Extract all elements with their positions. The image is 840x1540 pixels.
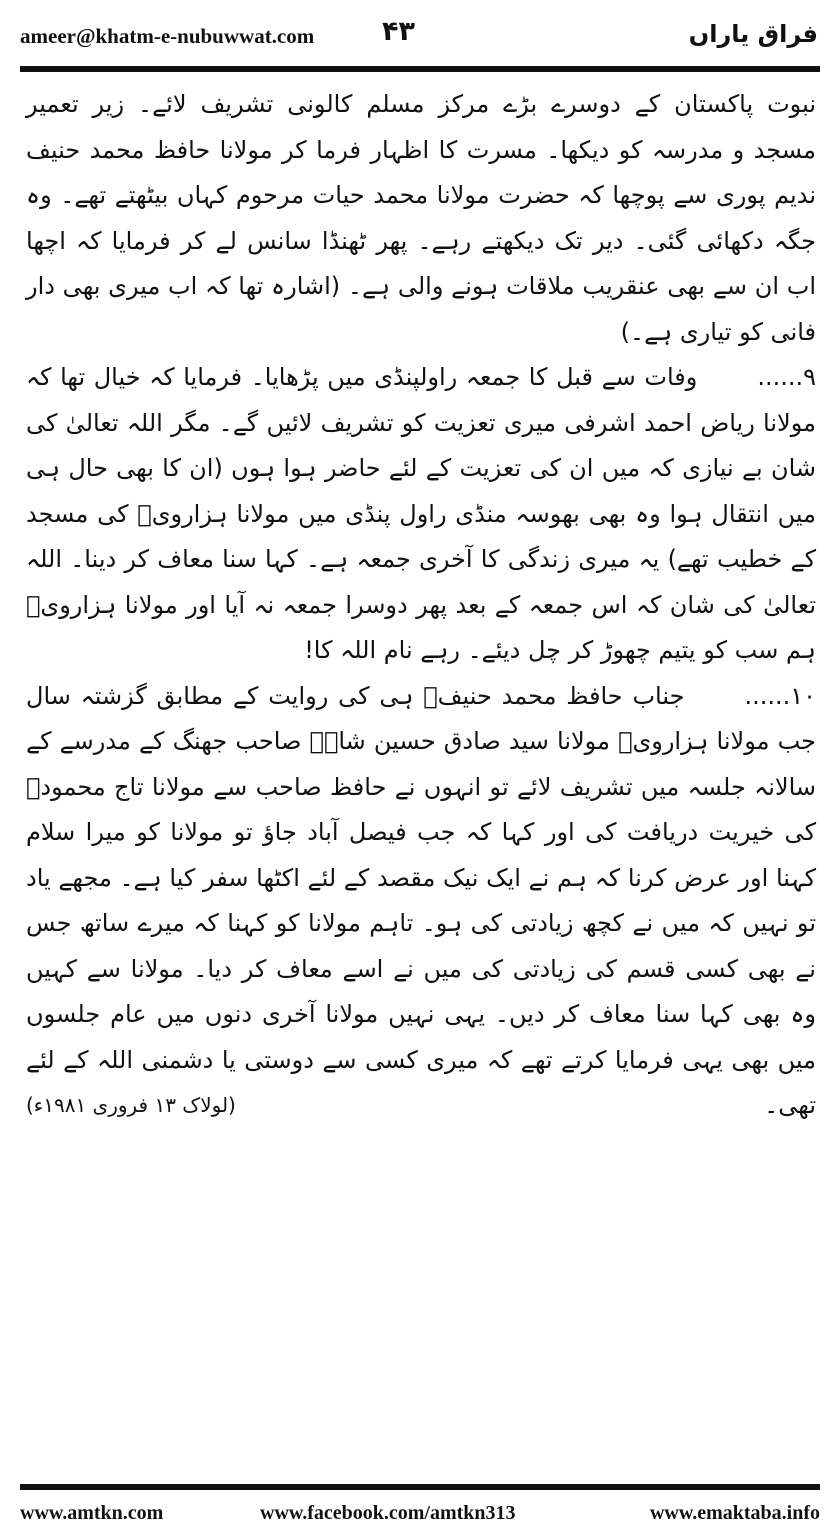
paragraph-item-9: [26, 355, 816, 674]
footer-link-emaktaba[interactable]: www.emaktaba.info: [649, 1502, 820, 1524]
paragraph-text: جناب حافظ محمد حنیفؒ ہی کی روایت کے مطابق گزشتہ سال جب مولانا ہزارویؒ مولانا سید صادق حسین شاہؒ صاحب جھنگ کے مدرسے کے سالانہ جلسہ میں تشریف لائے تو انہوں نے حافظ صاحب سے مولانا تاج محمودؒ کی خیریت دریافت کی اور کہا کہ جب فیصل آباد جاؤ تو مولانا کو میرا سلام کہنا اور عرض کرنا کہ ہم نے ایک نیک مقصد کے لئے اکٹھا سفر کیا ہے۔ مجھے یاد تو نہیں کہ میں نے کچھ زیادتی کی ہو۔ تاہم مولانا کو کہنا کہ میرے ساتھ جس نے بھی کسی قسم کی زیادتی کی میں نے اسے معاف کر دیا۔ مولانا سے کہیں وہ بھی کہا سنا معاف کر دیں۔ یہی نہیں مولانا آخری دنوں میں عام جلسوں میں بھی یہی فرمایا کرتے تھے کہ میری کسی سے دوستی یا دشمنی اللہ کے لئے تھی۔: [26, 681, 816, 1119]
paragraph-text: نبوت پاکستان کے دوسرے بڑے مرکز مسلم کالونی تشریف لائے۔ زیر تعمیر مسجد و مدرسہ کو دیکھا۔ مسرت کا اظہار فرما کر مولانا حافظ محمد حنیف ندیم پوری سے پوچھا کہ حضرت مولانا محمد حیات مرحوم کہاں بیٹھتے تھے۔ وہ جگہ دکھائی گئی۔ دیر تک دیکھتے رہے۔ پھر ٹھنڈا سانس لے کر فرمایا کہ اچھا اب ان سے بھی عنقریب ملاقات ہونے والی ہے۔ (اشارہ تھا کہ اب میری بھی دار فانی کو تیاری ہے۔): [26, 90, 816, 346]
header-email: ameer@khatm-e-nubuwwat.com: [20, 24, 315, 48]
source-citation: (لولاک ۱۳ فروری ۱۹۸۱ء): [26, 1093, 236, 1117]
paragraph-number: ۱۰......: [744, 681, 816, 710]
footer-link-facebook[interactable]: www.facebook.com/amtkn313: [260, 1502, 516, 1524]
paragraph-number: ۹......: [757, 363, 816, 391]
paragraph-continuation: [26, 82, 816, 355]
footer-divider: [20, 1484, 820, 1490]
paragraph-item-10: [26, 674, 816, 1129]
header-divider: [20, 66, 820, 72]
page-footer: [20, 1502, 820, 1532]
book-title: فراق یاراں: [688, 20, 818, 48]
page-header: [20, 16, 820, 60]
page-body: [26, 82, 816, 1129]
footer-link-amtkn[interactable]: www.amtkn.com: [20, 1502, 164, 1524]
page-number: ۴۳: [382, 16, 415, 47]
paragraph-text: وفات سے قبل کا جمعہ راولپنڈی میں پڑھایا۔ فرمایا کہ خیال تھا کہ مولانا ریاض احمد اشرفی میری تعزیت کو تشریف لائیں گے۔ مگر اللہ تعالیٰ کی شان بے نیازی کہ میں ان کی تعزیت کے لئے حاضر ہوا ہوں (ان کا بھی حال ہی میں انتقال ہوا وہ بھی بھوسہ منڈی راول پنڈی میں مولانا ہزارویؒ کی مسجد کے خطیب تھے) یہ میری زندگی کا آخری جمعہ ہے۔ کہا سنا معاف کر دینا۔ اللہ تعالیٰ کی شان کہ اس جمعہ کے بعد پھر دوسرا جمعہ نہ آیا اور مولانا ہزارویؒ ہم سب کو یتیم چھوڑ کر چل دیئے۔ رہے نام اللہ کا!: [26, 363, 817, 664]
